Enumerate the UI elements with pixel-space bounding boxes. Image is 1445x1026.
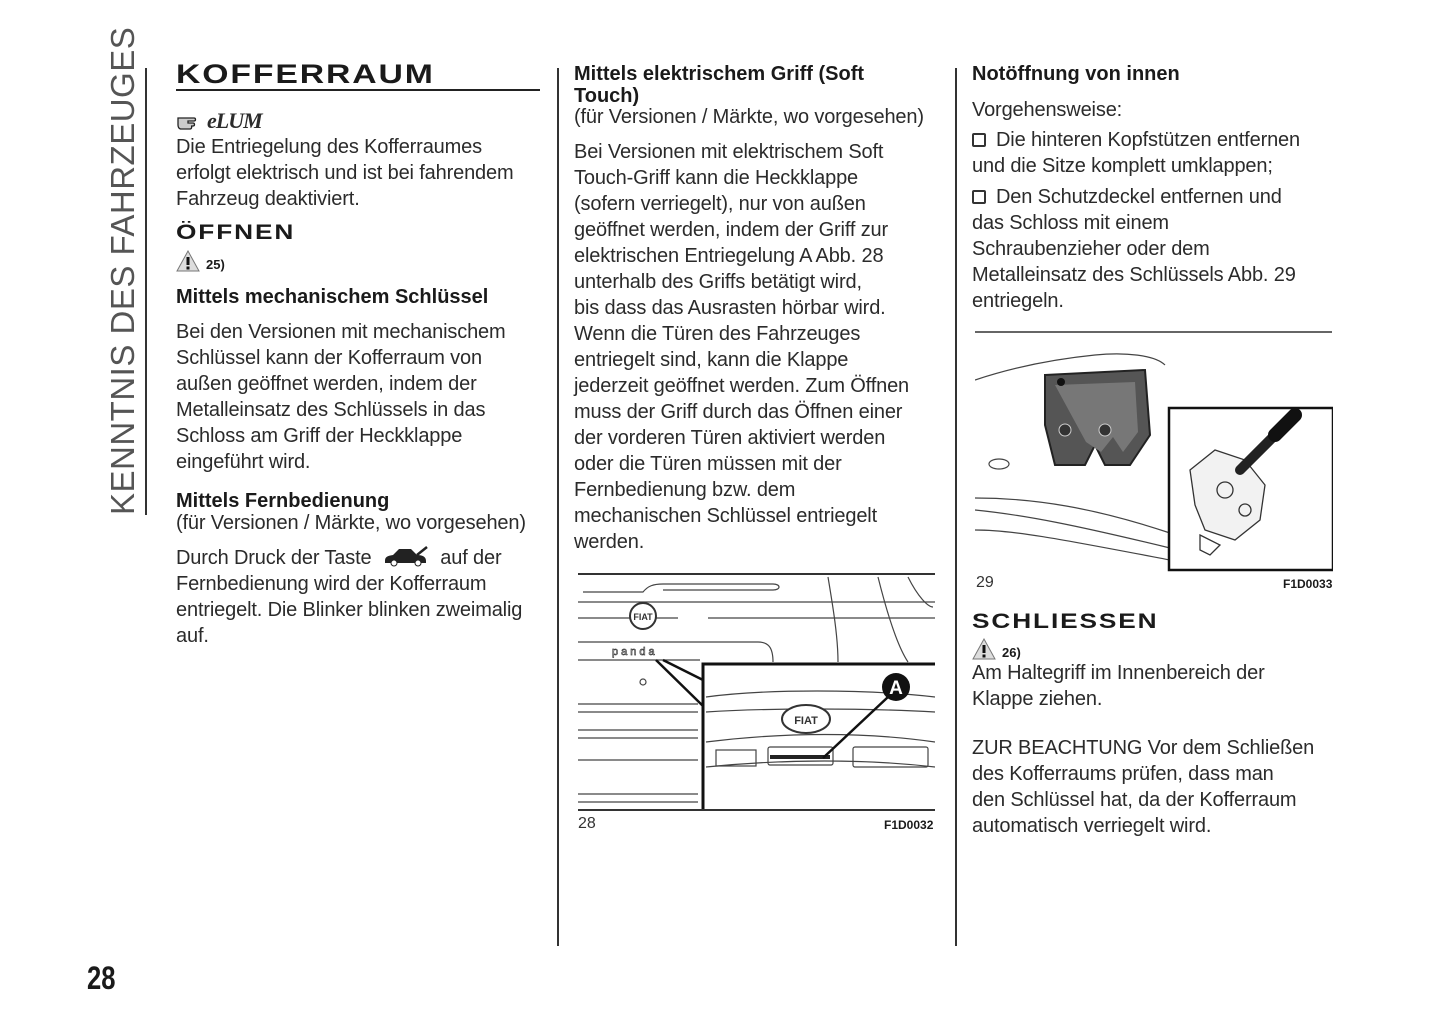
step-2-line: entriegeln.	[972, 290, 1064, 312]
close-text-line: Klappe ziehen.	[972, 688, 1103, 710]
soft-touch-text-line: Touch-Griff kann die Heckklappe	[574, 167, 859, 189]
remote-text-line: entriegelt. Die Blinker blinken zweimalig	[176, 599, 523, 621]
warning-icon	[972, 638, 996, 660]
soft-touch-text-line: elektrischen Entriegelung A Abb. 28	[574, 245, 884, 267]
fiat-logo-text: FIAT	[633, 612, 653, 622]
soft-touch-text-line: unterhalb des Griffs betätigt wird,	[574, 271, 862, 293]
step-2-line: Den Schutzdeckel entfernen und	[996, 186, 1282, 208]
figure-28-number: 28	[578, 815, 596, 832]
section-title: KENNTNIS DES FAHRZEUGES	[104, 26, 141, 515]
remote-text-line: Fernbedienung wird der Kofferraum	[176, 573, 487, 595]
intro-text-line: Die Entriegelung des Kofferraumes	[176, 136, 482, 158]
figure-28-code: F1D0032	[884, 818, 934, 832]
note-text-line: automatisch verriegelt wird.	[972, 815, 1212, 837]
mechanical-key-text-line: eingeführt wird.	[176, 451, 311, 473]
mechanical-key-text	[176, 319, 506, 475]
soft-touch-text-line: Bei Versionen mit elektrischem Soft	[574, 141, 884, 163]
intro-text	[176, 134, 514, 212]
procedure-label: Vorgehensweise:	[972, 99, 1123, 121]
elum-label: eLUM	[207, 108, 262, 133]
soft-touch-heading-line: Mittels elektrischem Griff (Soft	[574, 63, 865, 85]
soft-touch-text-line: der vorderen Türen aktiviert werden	[574, 427, 886, 449]
sidebar-divider	[145, 68, 147, 515]
soft-touch-text-line: Fernbedienung bzw. dem	[574, 479, 796, 501]
note-text-line: des Kofferraums prüfen, dass man	[972, 763, 1274, 785]
checkbox-bullet-icon	[972, 190, 986, 204]
elum-badge	[177, 108, 262, 134]
soft-touch-text-line: geöffnet werden, indem der Griff zur	[574, 219, 889, 241]
remote-text-b: auf der	[440, 547, 502, 569]
warning-reference	[972, 638, 1021, 660]
soft-touch-text-line: (sofern verriegelt), nur von außen	[574, 193, 866, 215]
figure-28-tailgate-illustration	[578, 572, 935, 812]
warning-ref: 26)	[1002, 645, 1021, 660]
mechanical-key-text-line: Metalleinsatz des Schlüssels in das	[176, 399, 486, 421]
emergency-release-heading: Notöffnung von innen	[972, 63, 1180, 85]
mechanical-key-text-line: Bei den Versionen mit mechanischem	[176, 321, 506, 343]
warning-ref: 25)	[206, 257, 225, 272]
remote-heading: Mittels Fernbedienung	[176, 490, 390, 512]
step-1-line: und die Sitze komplett umklappen;	[972, 155, 1273, 177]
note-text-line: den Schlüssel hat, da der Kofferraum	[972, 789, 1297, 811]
checkbox-bullet-icon	[972, 133, 986, 147]
open-heading: ÖFFNEN	[176, 221, 296, 244]
step-2-line: Schraubenzieher oder dem	[972, 238, 1210, 260]
close-text-line: Am Haltegriff im Innenbereich der	[972, 662, 1265, 684]
close-text	[972, 660, 1265, 712]
warning-reference	[176, 250, 225, 272]
title-underline	[176, 89, 540, 91]
soft-touch-text-line: oder die Türen müssen mit der	[574, 453, 842, 475]
close-heading: SCHLIESSEN	[972, 610, 1159, 633]
note-text-line: ZUR BEACHTUNG Vor dem Schließen	[972, 737, 1315, 759]
soft-touch-text-line: Wenn die Türen des Fahrzeuges	[574, 323, 861, 345]
panda-badge-text: panda	[612, 646, 658, 658]
figure-29-code: F1D0033	[1283, 577, 1333, 591]
soft-touch-subtitle: (für Versionen / Märkte, wo vorgesehen)	[574, 106, 924, 128]
page-number: 28	[87, 960, 116, 996]
step-2-line: das Schloss mit einem	[972, 212, 1169, 234]
figure-29-lock-illustration	[975, 330, 1333, 572]
warning-icon	[176, 250, 200, 272]
soft-touch-heading-line: Touch)	[574, 85, 640, 107]
mechanical-key-text-line: Schlüssel kann der Kofferraum von	[176, 347, 482, 369]
step-2-line: Metalleinsatz des Schlüssels Abb. 29	[972, 264, 1296, 286]
soft-touch-text-line: muss der Griff durch das Öffnen einer	[574, 401, 903, 423]
soft-touch-text	[574, 139, 909, 555]
remote-text-line: auf.	[176, 625, 209, 647]
step-1-line: Die hinteren Kopfstützen entfernen	[996, 129, 1300, 151]
page-title: KOFFERRAUM	[176, 59, 435, 89]
remote-text-a: Durch Druck der Taste	[176, 547, 372, 569]
soft-touch-text-line: bis dass das Ausrasten hörbar wird.	[574, 297, 886, 319]
remote-subtitle: (für Versionen / Märkte, wo vorgesehen)	[176, 512, 526, 534]
pointing-hand-icon	[177, 110, 207, 132]
mechanical-key-text-line: außen geöffnet werden, indem der	[176, 373, 477, 395]
step-1	[972, 127, 1300, 179]
remote-text-first-line	[176, 545, 502, 571]
figure-29-number: 29	[976, 574, 994, 591]
trunk-button-icon	[383, 545, 429, 567]
intro-text-line: erfolgt elektrisch und ist bei fahrendem	[176, 162, 514, 184]
callout-a: A	[889, 678, 903, 699]
mechanical-key-heading: Mittels mechanischem Schlüssel	[176, 286, 489, 308]
intro-text-line: Fahrzeug deaktiviert.	[176, 188, 360, 210]
column-divider	[557, 68, 559, 946]
fiat-logo-text-zoom: FIAT	[794, 715, 818, 727]
remote-text	[176, 571, 522, 649]
column-divider	[955, 68, 957, 946]
soft-touch-text-line: werden.	[574, 531, 645, 553]
step-2	[972, 184, 1296, 314]
mechanical-key-text-line: Schloss am Griff der Heckklappe	[176, 425, 463, 447]
note-text	[972, 735, 1314, 839]
soft-touch-heading	[574, 63, 864, 107]
soft-touch-text-line: jederzeit geöffnet werden. Zum Öffnen	[574, 375, 910, 397]
soft-touch-text-line: entriegelt sind, kann die Klappe	[574, 349, 849, 371]
soft-touch-text-line: mechanischen Schlüssel entriegelt	[574, 505, 877, 527]
